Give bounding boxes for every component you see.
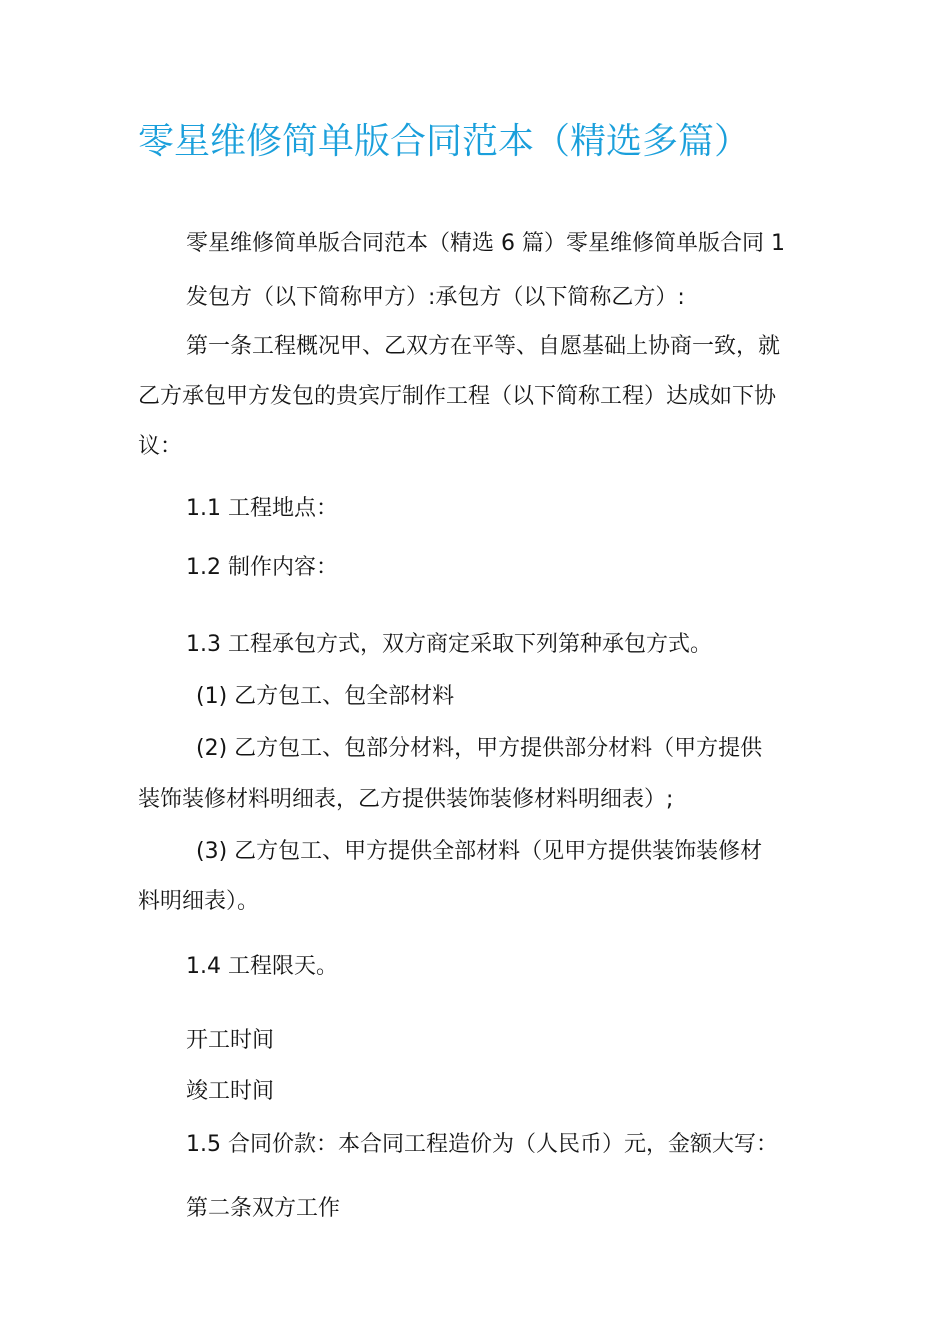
document-title: 零星维修简单版合同范本（精选多篇）: [138, 121, 751, 162]
clause-1-3: 1.3 工程承包方式，双方商定采取下列第种承包方式。: [186, 632, 712, 657]
intro-line: 零星维修简单版合同范本（精选 6 篇）零星维修简单版合同 1: [186, 231, 785, 256]
option-3: (3) 乙方包工、甲方提供全部材料（见甲方提供装饰装修材: [196, 839, 763, 864]
start-time-line: 开工时间: [186, 1028, 275, 1053]
clause-1-2: 1.2 制作内容：: [186, 555, 338, 580]
clause-1-1: 1.1 工程地点：: [186, 496, 338, 521]
option-3-continued: 料明细表）。: [138, 889, 260, 914]
article-one-line-continued: 乙方承包甲方发包的贵宾厅制作工程（以下简称工程）达成如下协: [138, 384, 777, 409]
completion-time-line: 竣工时间: [186, 1079, 275, 1104]
clause-1-5: 1.5 合同价款：本合同工程造价为（人民币）元，金额大写：: [186, 1132, 778, 1157]
clause-1-4: 1.4 工程限天。: [186, 954, 338, 979]
option-2-continued: 装饰装修材料明细表，乙方提供装饰装修材料明细表）;: [138, 787, 674, 812]
article-one-line: 第一条工程概况甲、乙双方在平等、自愿基础上协商一致，就: [186, 334, 781, 359]
option-1: (1) 乙方包工、包全部材料: [196, 684, 455, 709]
article-two-heading: 第二条双方工作: [186, 1196, 341, 1221]
parties-line: 发包方（以下简称甲方）:承包方（以下简称乙方）:: [186, 285, 685, 310]
article-one-line-end: 议：: [138, 434, 183, 459]
option-2: (2) 乙方包工、包部分材料，甲方提供部分材料（甲方提供: [196, 736, 763, 761]
